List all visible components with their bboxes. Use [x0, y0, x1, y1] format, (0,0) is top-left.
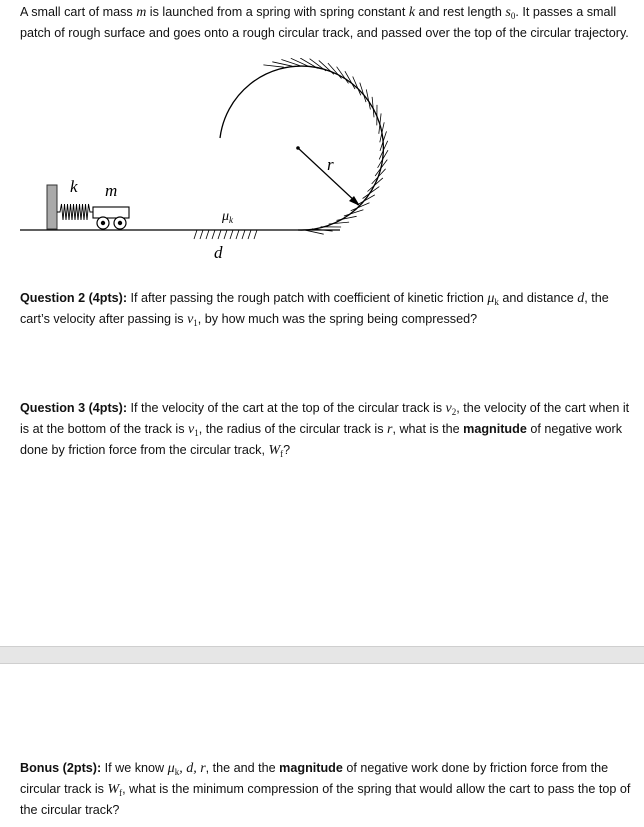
rest-length-symbol: $s_0$	[505, 5, 516, 21]
q2-text: If after passing the rough patch with coefficient of kinetic friction	[127, 291, 488, 305]
q3-text: , what is the	[392, 422, 464, 436]
d-symbol: d	[577, 291, 585, 306]
question-3	[20, 398, 640, 461]
bonus-text: , the and the	[205, 761, 280, 775]
label-d: d	[214, 243, 223, 262]
q2-text: , the cart’s velocity after passing is	[20, 291, 609, 326]
wf-symbol: $W_f$	[107, 782, 123, 798]
intro-text: and rest length	[415, 5, 506, 19]
question-2-heading: Question 2 (4pts):	[20, 291, 128, 305]
mass-symbol: m	[136, 5, 147, 20]
q3-text: If the velocity of the cart at the top of the circular track is	[127, 401, 446, 415]
track-hatch-tick	[353, 77, 361, 96]
intro-text: . It passes a small patch of rough surface and goes onto a rough circular track, and passed over the top of the circular trajectory.	[20, 5, 629, 40]
track-hatching	[263, 58, 388, 234]
track-hatch-tick	[379, 113, 381, 133]
q3-text: of negative work done by friction force from the circular track,	[20, 422, 623, 457]
label-k: k	[70, 177, 78, 196]
r-symbol: r	[387, 422, 393, 437]
v1-symbol: $v_1$	[188, 422, 199, 438]
bonus-variables: $\mu_k$, d, r	[167, 761, 206, 777]
bonus-heading: Bonus (2pts):	[20, 761, 102, 775]
physics-diagram	[0, 58, 644, 268]
bonus-text: of negative work done by friction force from the circular track is	[20, 761, 609, 796]
intro-text: is launched from a spring with spring constant	[146, 5, 409, 19]
v1-symbol: $v_1$	[187, 312, 198, 328]
q3-text: , the velocity of the cart when it is at the bottom of the track is	[20, 401, 630, 436]
circle-center	[296, 146, 300, 150]
bold-magnitude: magnitude	[463, 422, 527, 436]
q2-text: , by how much was the spring being compressed?	[197, 312, 478, 326]
bold-magnitude: magnitude	[279, 761, 343, 775]
rough-patch-hatching	[194, 230, 257, 239]
label-mu-k: $\mu_k$	[222, 209, 234, 225]
bonus-text: If we know	[101, 761, 168, 775]
spring-constant-symbol: k	[408, 5, 416, 20]
wf-symbol: $W_f$	[268, 443, 284, 459]
label-m: m	[105, 181, 118, 200]
q3-text: ?	[283, 443, 291, 457]
track-hatch-tick	[351, 203, 370, 211]
track-hatch-tick	[329, 222, 349, 224]
mu-k-symbol: $\mu_k$	[487, 291, 499, 307]
question-3-heading: Question 3 (4pts):	[20, 401, 128, 415]
track-hatch-tick	[263, 65, 283, 67]
intro-text: A small cart of mass	[20, 5, 137, 19]
question-2	[20, 288, 640, 330]
v2-symbol: $v_2$	[445, 401, 457, 417]
q2-text: and distance	[498, 291, 578, 305]
page-gap	[0, 646, 644, 664]
label-r: r	[327, 155, 334, 174]
spring	[57, 204, 93, 220]
track-hatch-tick	[281, 60, 301, 67]
bonus-question	[20, 758, 640, 820]
intro-paragraph	[20, 2, 640, 43]
cart-body	[93, 207, 129, 218]
q3-text: , the radius of the circular track is	[198, 422, 387, 436]
wall	[47, 185, 57, 229]
bonus-text: , what is the minimum compression of the spring that would allow the cart to pass the top of the circular track?	[20, 782, 631, 817]
